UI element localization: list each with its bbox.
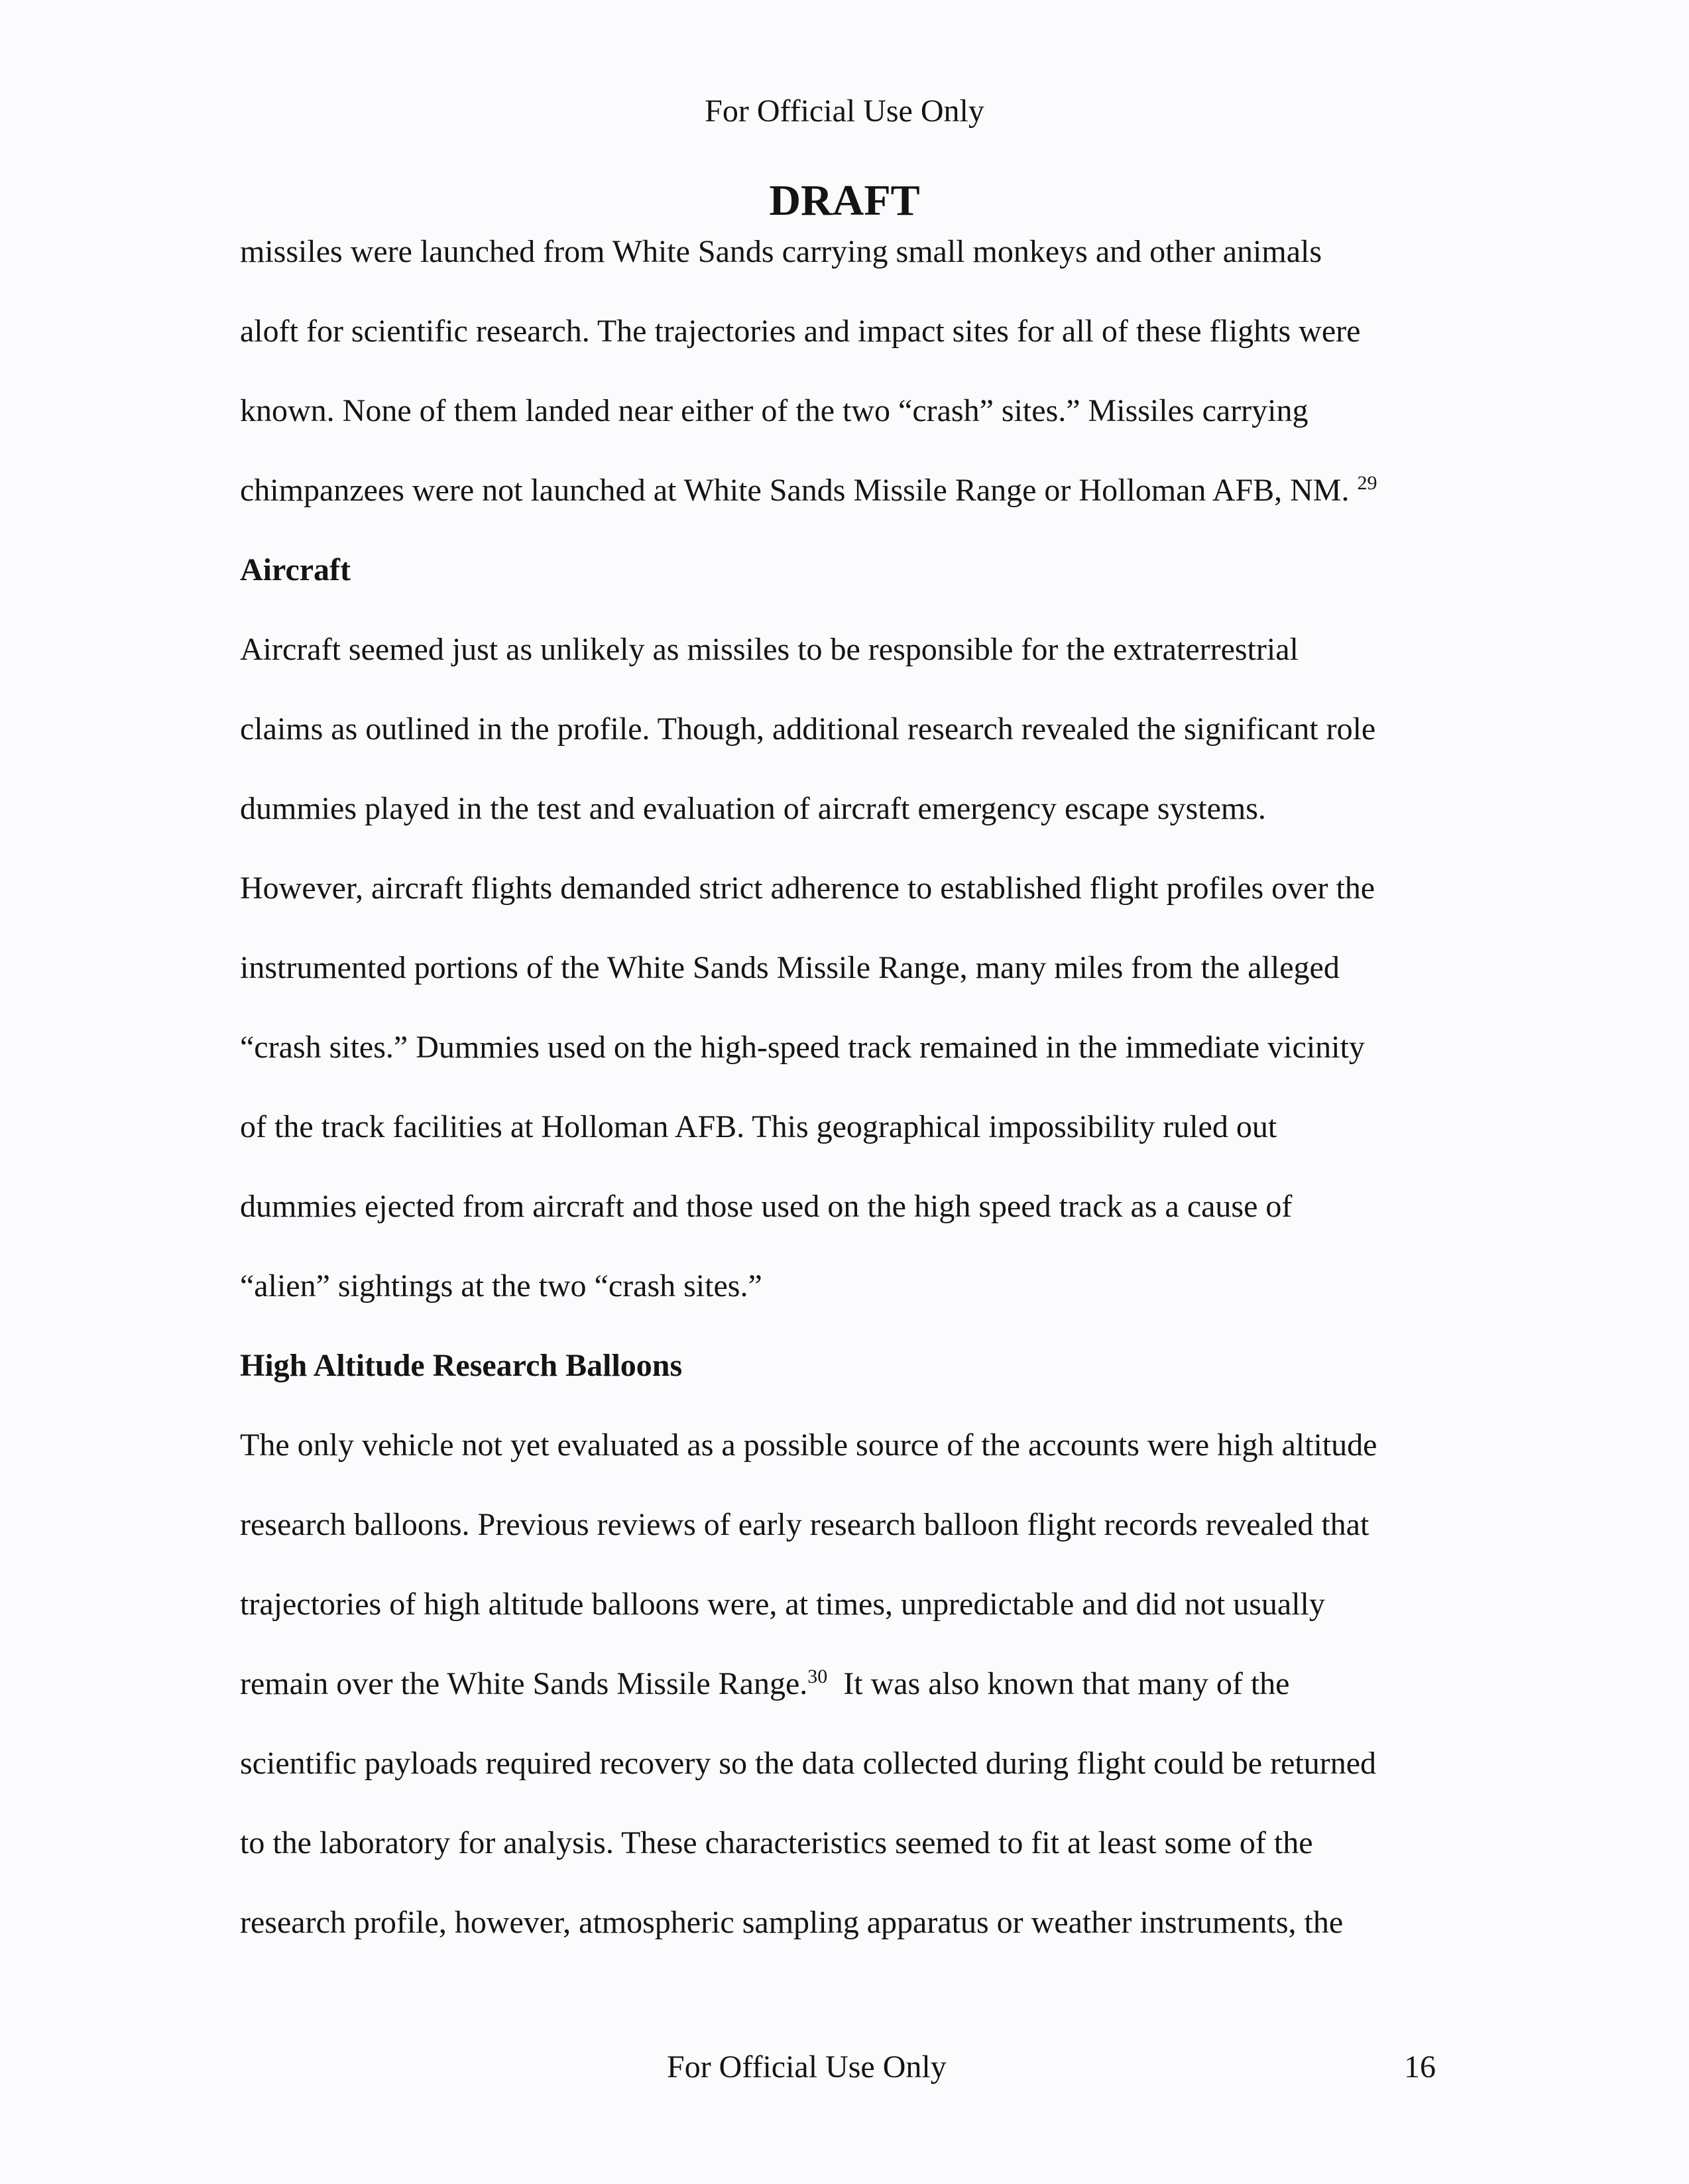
body-line: scientific payloads required recovery so the data collected during flight could be returned [240, 1746, 1377, 1781]
body-line: missiles were launched from White Sands carrying small monkeys and other animals [240, 234, 1322, 269]
body-line: However, aircraft flights demanded strict adherence to established flight profiles over the [240, 871, 1375, 906]
document-body [240, 225, 1473, 1976]
body-line: claims as outlined in the profile. Though, additional research revealed the significant role [240, 711, 1376, 747]
footer-classification: For Official Use Only [667, 2049, 947, 2085]
body-line: research profile, however, atmospheric sampling apparatus or weather instruments, the [240, 1905, 1344, 1940]
draft-label: DRAFT [769, 176, 920, 225]
body-line: research balloons. Previous reviews of early research balloon flight records revealed that [240, 1507, 1369, 1542]
section-heading-aircraft: Aircraft [240, 552, 351, 587]
body-line: trajectories of high altitude balloons were, at times, unpredictable and did not usually [240, 1587, 1325, 1622]
body-line: The only vehicle not yet evaluated as a possible source of the accounts were high altitude [240, 1427, 1377, 1463]
body-line: known. None of them landed near either of the two “crash” sites.” Missiles carrying [240, 393, 1309, 428]
body-line: to the laboratory for analysis. These characteristics seemed to fit at least some of the [240, 1825, 1313, 1860]
body-line: aloft for scientific research. The trajectories and impact sites for all of these flights were [240, 314, 1361, 349]
body-line [240, 1658, 1473, 1737]
body-line-text: chimpanzees were not launched at White Sands Missile Range or Holloman AFB, NM. [240, 473, 1350, 508]
body-line-text: It was also known that many of the [843, 1666, 1290, 1701]
body-line: dummies ejected from aircraft and those used on the high speed track as a cause of [240, 1189, 1293, 1224]
body-line-text: remain over the White Sands Missile Range. [240, 1666, 808, 1701]
section-heading-balloons: High Altitude Research Balloons [240, 1348, 683, 1383]
body-line: “alien” sightings at the two “crash sites.” [240, 1268, 762, 1304]
body-line: “crash sites.” Dummies used on the high-speed track remained in the immediate vicinity [240, 1030, 1365, 1065]
header-classification: For Official Use Only [705, 93, 984, 129]
body-line: dummies played in the test and evaluation of aircraft emergency escape systems. [240, 791, 1266, 826]
footnote-ref-30: 30 [807, 1666, 828, 1687]
page-number: 16 [1404, 2049, 1436, 2085]
body-line: instrumented portions of the White Sands Missile Range, many miles from the alleged [240, 950, 1340, 985]
body-line: Aircraft seemed just as unlikely as missiles to be responsible for the extraterrestrial [240, 632, 1299, 667]
body-line [240, 464, 1473, 544]
body-line: of the track facilities at Holloman AFB. This geographical impossibility ruled out [240, 1109, 1277, 1144]
footnote-ref-29: 29 [1357, 472, 1377, 494]
